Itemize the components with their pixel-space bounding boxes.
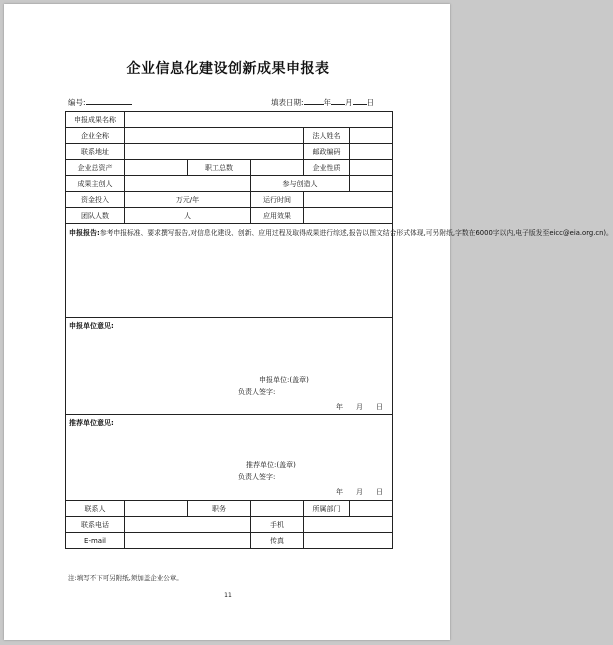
date-field — [271, 96, 374, 108]
recommend-label: 推荐单位意见: — [69, 419, 114, 427]
label-fax: 传真 — [251, 533, 304, 549]
input-fax[interactable] — [304, 533, 393, 549]
label-creator: 成果主创人 — [66, 176, 125, 192]
application-form-table — [65, 111, 613, 549]
recommend-year: 年 — [336, 488, 343, 496]
label-email: E-mail — [66, 533, 125, 549]
applicant-day: 日 — [376, 403, 383, 411]
input-email[interactable] — [125, 533, 251, 549]
applicant-year: 年 — [336, 403, 343, 411]
recommend-signer: 负责人签字: — [238, 473, 276, 481]
recommend-month: 月 — [356, 488, 363, 496]
label-address: 联系地址 — [66, 144, 125, 160]
month-line[interactable] — [331, 96, 345, 105]
report-text: 参考申报标准、要求撰写报告,对信息化建设、创新、应用过程及取得成果进行综述,报告以图文结合形式体现,可另附纸,字数在6000字以内,电子版发至eicc@eia.org.cn)。 — [99, 229, 613, 237]
date-label: 填表日期: — [271, 98, 304, 107]
label-legal: 法人姓名 — [304, 128, 350, 144]
applicant-unit: 申报单位:(盖章) — [259, 376, 309, 384]
footnote: 注:填写不下可另附纸,须加盖企业公章。 — [68, 574, 183, 582]
input-name[interactable] — [125, 112, 393, 128]
input-legal[interactable] — [350, 128, 393, 144]
input-address[interactable] — [125, 144, 304, 160]
recommend-unit: 推荐单位:(盖章) — [246, 461, 296, 469]
input-team[interactable] — [125, 208, 251, 224]
input-mobile[interactable] — [304, 517, 393, 533]
input-assets[interactable] — [125, 160, 188, 176]
label-staff: 职工总数 — [188, 160, 251, 176]
year-line[interactable] — [304, 96, 324, 105]
number-field — [68, 96, 132, 108]
label-nature: 企业性质 — [304, 160, 350, 176]
input-runtime[interactable] — [304, 192, 393, 208]
applicant-month: 月 — [356, 403, 363, 411]
input-company[interactable] — [125, 128, 304, 144]
report-section[interactable] — [66, 224, 613, 318]
label-assets: 企业总资产 — [66, 160, 125, 176]
label-contact-person: 联系人 — [66, 501, 125, 517]
month-label: 月 — [345, 98, 353, 107]
input-phone[interactable] — [125, 517, 251, 533]
label-postcode: 邮政编码 — [304, 144, 350, 160]
report-paragraph — [69, 227, 613, 240]
label-name: 申报成果名称 — [66, 112, 125, 128]
input-position[interactable] — [251, 501, 304, 517]
input-department[interactable] — [350, 501, 393, 517]
applicant-label: 申报单位意见: — [69, 322, 114, 330]
page-number: 11 — [224, 592, 232, 599]
label-position: 职务 — [188, 501, 251, 517]
day-line[interactable] — [353, 96, 367, 105]
label-company: 企业全称 — [66, 128, 125, 144]
input-creator[interactable] — [125, 176, 251, 192]
label-participants: 参与创造人 — [251, 176, 350, 192]
year-label: 年 — [323, 98, 332, 107]
input-staff[interactable] — [251, 160, 304, 176]
recommend-opinion-section[interactable] — [66, 415, 393, 501]
input-contact-person[interactable] — [125, 501, 188, 517]
label-department: 所属部门 — [304, 501, 350, 517]
label-phone: 联系电话 — [66, 517, 125, 533]
input-nature[interactable] — [350, 160, 393, 176]
label-team: 团队人数 — [66, 208, 125, 224]
label-mobile: 手机 — [251, 517, 304, 533]
report-label: 申报报告: — [69, 229, 100, 237]
unit-wan: 万元/年 — [175, 195, 200, 204]
form-title: 企业信息化建设创新成果申报表 — [126, 61, 330, 77]
input-postcode[interactable] — [350, 144, 393, 160]
input-investment[interactable] — [125, 192, 251, 208]
input-participants[interactable] — [350, 176, 393, 192]
input-effect[interactable] — [304, 208, 393, 224]
number-label: 编号: — [68, 98, 86, 107]
unit-person: 人 — [184, 211, 191, 220]
day-label: 日 — [366, 98, 375, 107]
label-investment: 资金投入 — [66, 192, 125, 208]
label-effect: 应用效果 — [251, 208, 304, 224]
number-line[interactable] — [86, 96, 132, 105]
applicant-signer: 负责人签字: — [238, 388, 276, 396]
recommend-day: 日 — [376, 488, 383, 496]
label-runtime: 运行时间 — [251, 192, 304, 208]
applicant-opinion-section[interactable] — [66, 318, 393, 415]
